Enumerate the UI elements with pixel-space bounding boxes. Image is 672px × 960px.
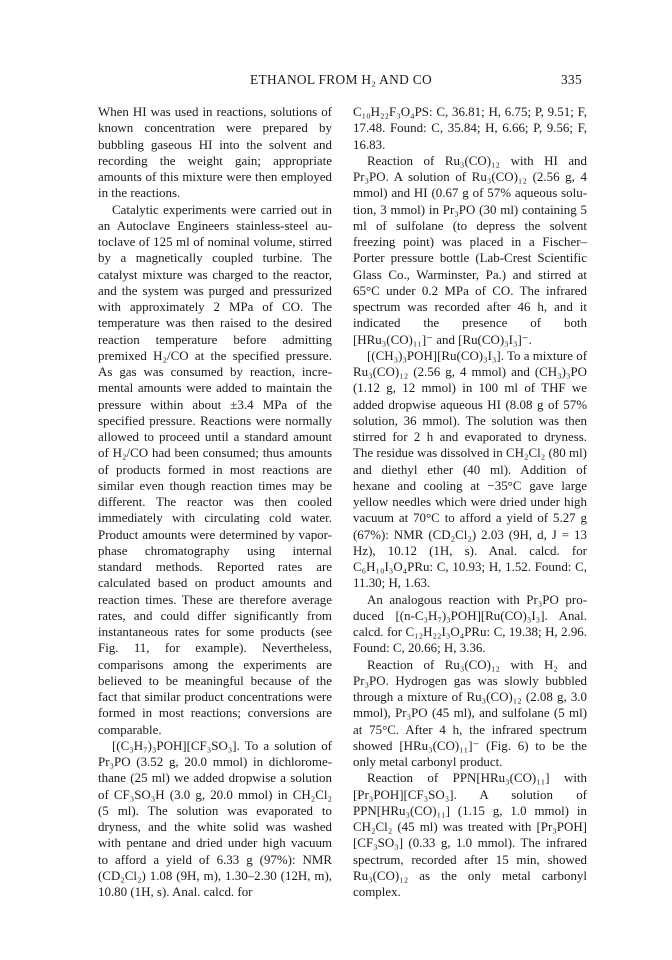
paragraph-hi-solutions: When HI was used in reactions, solutions of known concentration were prepared by bubbling gaseous HI into the solvent and recording the weight gain; appropriate amounts of this mixture were then employed in the reactions. bbox=[98, 104, 332, 201]
paragraph-pr3poh-triflate: [(C₃H₇)₃POH][CF₃SO₃]. To a solution of Pr₃PO (3.52 g, 20.0 mmol) in dichloromethane (25 ml) we added dropwise a solution of CF₃SO₃H (3.0 g, 20.0 mmol) in CH₂Cl₂ (5 ml). The solution was evaporated to dryness, and the white solid was washed with pentane and dried under high vacuum to afford a yield of 6.33 g (97%): NMR (CD₂Cl₂) 1.08 (9H, m), 1.30–2.30 (12H, m), 10.80 (1H, s). Anal. calcd. for bbox=[98, 737, 332, 899]
paragraph-catalytic-experiments: Catalytic experiments were carried out in an Autoclave Engineers stainless-steel autoclave of 125 ml of nominal volume, stirred by a magnetically coupled turbine. The catalyst mixture was charged to the reactor, and the system was purged and pressurized with approximately 2 MPa of CO. The temperature was then raised to the desired reaction temperature before admitting premixed H₂/CO at the specified pressure. As gas was consumed by reaction, incremental amounts were added to maintain the pressure within about ±3.4 MPa of the specified pressure. Reactions were normally allowed to proceed until a standard amount of H₂/CO had been consumed; thus amounts of products formed in most reactions are similar even though reaction times may be different. The reactor was then cooled immediately with circulating cold water. Product amounts were determined by vapor-phase chromatography using internal standard methods. Reported rates are calculated based on product amounts and reaction times. These are therefore average rates, and could differ significantly from instantaneous rates for some products (see Fig. 11, for example). Nevertheless, comparisons among the experiments are believed to be meaningful because of the fact that similar product concentrations were formed in most reactions; conversions are comparable. bbox=[98, 201, 332, 737]
paragraph-analogous-reaction: An analogous reaction with Pr₃PO produced [(n-C₃H₇)₃POH][Ru(CO)₃I₃]. Anal. calcd. for C₁₂H₂₂I₃O₄PRu: C, 19.38; H, 2.96. Found: C, 20.66; H, 3.36. bbox=[353, 591, 587, 656]
left-column bbox=[98, 104, 332, 900]
paragraph-ru3co12-hi-pr3po: Reaction of Ru₃(CO)₁₂ with HI and Pr₃PO. A solution of Ru₃(CO)₁₂ (2.56 g, 4 mmol) and HI (0.67 g of 57% aqueous solution, 3 mmol) in Pr₃PO (30 ml) containing 5 ml of sulfolane (to depress the solvent freezing point) was placed in a Fischer–Porter pressure bottle (Lab-Crest Scientific Glass Co., Warminster, Pa.) and stirred at 65°C under 0.2 MPa of CO. The infrared spectrum was recorded after 46 h, and it indicated the presence of both [HRu₃(CO)₁₁]⁻ and [Ru(CO)₃I₃]⁻. bbox=[353, 152, 587, 347]
running-title: ETHANOL FROM H₂ AND CO bbox=[250, 72, 432, 87]
paragraph-ru3co12-h2-pr3po: Reaction of Ru₃(CO)₁₂ with H₂ and Pr₃PO. Hydrogen gas was slowly bubbled through a mixture of Ru₃(CO)₁₂ (2.08 g, 3.0 mmol), Pr₃PO (45 ml), and sulfolane (5 ml) at 75°C. After 4 h, the infrared spectrum showed [HRu₃(CO)₁₁]⁻ (Fig. 6) to be the only metal carbonyl product. bbox=[353, 656, 587, 769]
paragraph-analysis-continued: C₁₀H₂₂F₃O₄PS: C, 36.81; H, 6.75; P, 9.51; F, 17.48. Found: C, 35.84; H, 6.66; P, 9.56; F, 16.83. bbox=[353, 104, 587, 152]
paragraph-me3poh-ruco3i3: [(CH₃)₃POH][Ru(CO)₃I₃]. To a mixture of Ru₃(CO)₁₂ (2.56 g, 4 mmol) and (CH₃)₃PO (1.12 g, 12 mmol) in 100 ml of THF we added dropwise aqueous HI (8.08 g of 57% solution, 36 mmol). The solution was then stirred for 2 h and evaporated to dryness. The residue was dissolved in CH₂Cl₂ (80 ml) and diethyl ether (40 ml). Addition of hexane and cooling at −35°C gave large yellow needles which were dried under high vacuum at 70°C to afford a yield of 5.27 g (67%): NMR (CD₂Cl₂) 2.03 (9H, d, J = 13 Hz), 10.12 (1H, s). Anal. calcd. for C₆H₁₀I₃O₄PRu: C, 10.93; H, 1.52. Found: C, 11.30; H, 1.63. bbox=[353, 347, 587, 591]
page-number: 335 bbox=[561, 72, 582, 87]
running-header bbox=[100, 72, 582, 92]
right-column bbox=[353, 104, 587, 900]
paragraph-ppn-hru3co11: Reaction of PPN[HRu₃(CO)₁₁] with [Pr₃POH][CF₃SO₃]. A solution of PPN[HRu₃(CO)₁₁] (1.15 g, 1.0 mmol) in CH₂Cl₂ (45 ml) was treated with [Pr₃POH][CF₃SO₃] (0.33 g, 1.0 mmol). The infrared spectrum, recorded after 15 min, showed Ru₃(CO)₁₂ as the only metal carbonyl complex. bbox=[353, 770, 587, 899]
